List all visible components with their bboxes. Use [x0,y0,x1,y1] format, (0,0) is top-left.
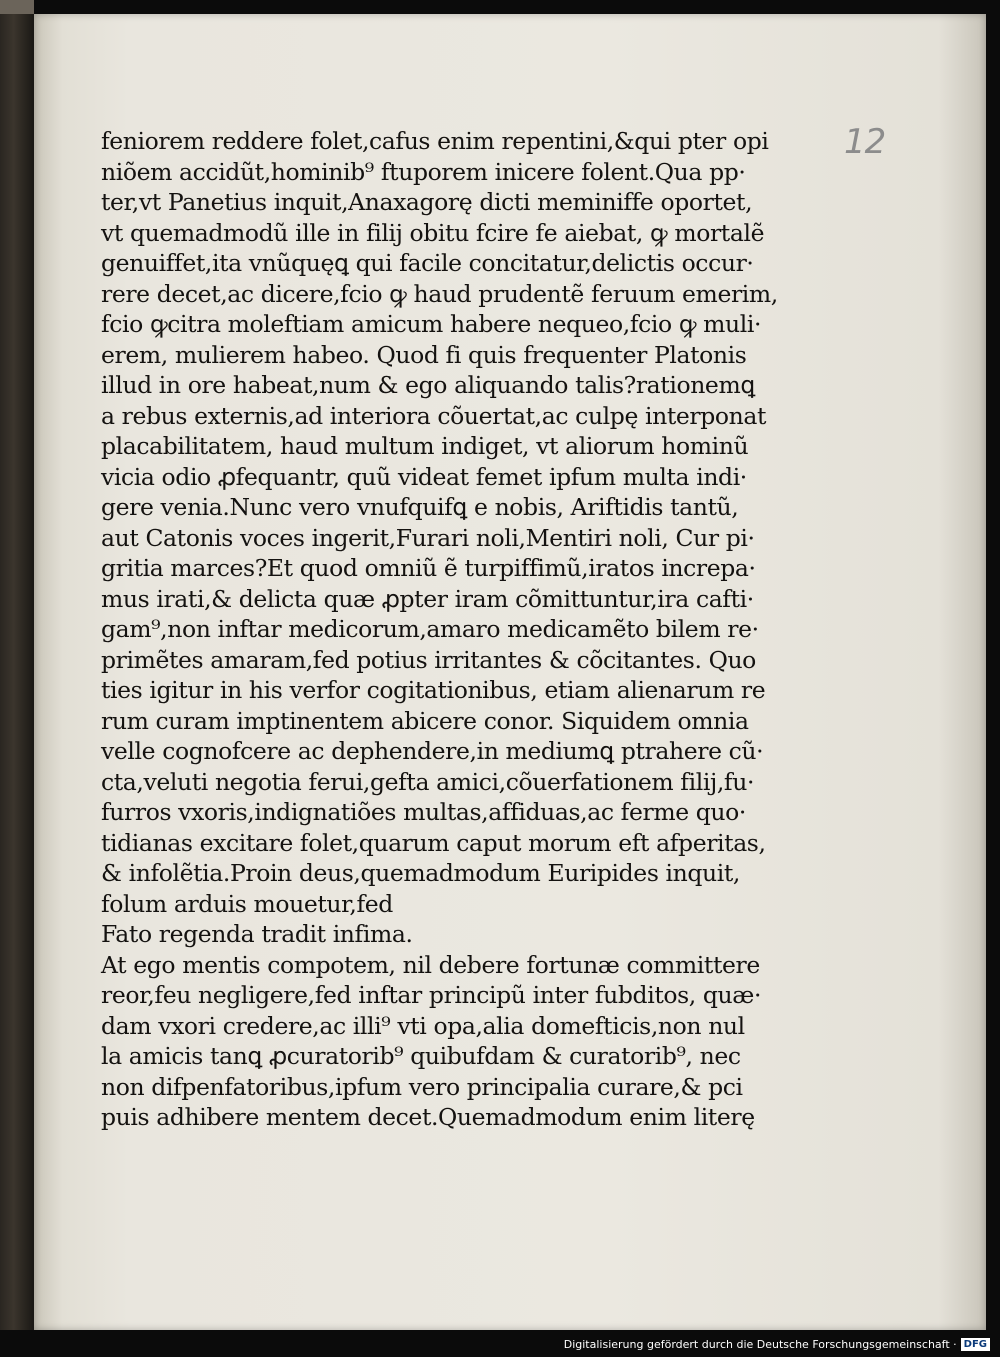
text-line: vt quemadmodũ ille in filij obitu fcire fe aiebat, ꝙ mortalẽ [101,218,765,247]
text-line: furros vxoris,indignatiões multas,affiduas,ac ferme quo· [101,798,746,826]
footer-credit-text: Digitalisierung gefördert durch die Deutsche Forschungsgemeinschaft · [563,1338,957,1351]
text-line: niõem accidũt,hominib⁹ ftuporem inicere folent.Qua pp· [101,157,746,186]
text-line: erem, mulierem habeo. Quod fi quis frequenter Platonis [101,340,747,369]
text-line: aut Catonis voces ingerit,Furari noli,Mentiri noli, Cur pi· [101,523,755,552]
text-line: rum curam imptinentem abicere conor. Siquidem omnia [101,706,749,735]
text-line: tidianas excitare folet,quarum caput morum eft afperitas, [101,828,766,857]
text-line: & infolẽtia.Proin deus,quemadmodum Euripides inquit, [101,859,741,887]
text-line: cta,veluti negotia ferui,gefta amici,cõuerfationem filij,fu· [101,767,755,796]
text-line: non difpenfatoribus,ipfum vero principalia curare,& pci [101,1072,743,1101]
text-line: puis adhibere mentem decet.Quemadmodum enim literę [101,1103,755,1131]
text-line: velle cognofcere ac dephendere,in mediumꝗ ptrahere cũ· [101,737,764,765]
text-line: la amicis tanꝗ ꝓcuratorib⁹ quibufdam & curatorib⁹, nec [101,1042,741,1070]
text-line: primẽtes amaram,fed potius irritantes & cõcitantes. Quo [101,645,756,674]
text-line: a rebus externis,ad interiora cõuertat,ac culpę interponat [101,401,767,430]
text-line: rere decet,ac dicere,fcio ꝙ haud prudentẽ feruum emerim, [101,279,778,308]
text-line: ter,vt Panetius inquit,Anaxagorę dicti meminiffe oportet, [101,188,753,216]
dfg-logo: DFG [961,1338,990,1351]
book-page [34,14,986,1330]
text-line: dam vxori credere,ac illi⁹ vti opa,alia domefticis,non nul [101,1011,745,1040]
text-line: gritia marces?Et quod omniũ ẽ turpiffimũ,iratos increpa· [101,554,756,582]
text-line: ties igitur in his verfor cogitationibus, etiam alienarum re [101,676,766,704]
text-line: At ego mentis compotem, nil debere fortunæ committere [101,950,760,979]
text-line: vicia odio ꝓfequantr, quũ videat femet ipfum multa indi· [101,462,747,491]
text-line: gere venia.Nunc vero vnufquifꝗ e nobis, Ariftidis tantũ, [101,493,739,521]
footer-credit [564,1338,990,1351]
text-line: feniorem reddere folet,cafus enim repentini,&qui pter opi [101,127,769,155]
text-line: genuiffet,ita vnũquęꝗ qui facile concitatur,delictis occur· [101,249,754,277]
text-line: folum arduis mouetur,fed [101,889,393,918]
text-line: placabilitatem, haud multum indiget, vt aliorum hominũ [101,432,749,460]
book-spine-edge [0,0,34,1330]
folio-number: 12 [844,122,886,162]
text-line: mus irati,& delicta quæ ꝓpter iram cõmittuntur,ira cafti· [101,584,754,613]
book-edge-top [0,0,34,14]
text-line: fcio ꝙcitra moleftiam amicum habere nequeo,fcio ꝙ muli· [101,310,762,338]
text-line: Fato regenda tradit infima. [101,920,413,948]
page-text [101,126,821,1133]
text-line: gam⁹,non inftar medicorum,amaro medicamẽto bilem re· [101,615,759,643]
text-line: reor,feu negligere,fed inftar principũ inter fubditos, quæ· [101,981,762,1009]
text-line: illud in ore habeat,num & ego aliquando talis?rationemꝗ [101,371,755,399]
